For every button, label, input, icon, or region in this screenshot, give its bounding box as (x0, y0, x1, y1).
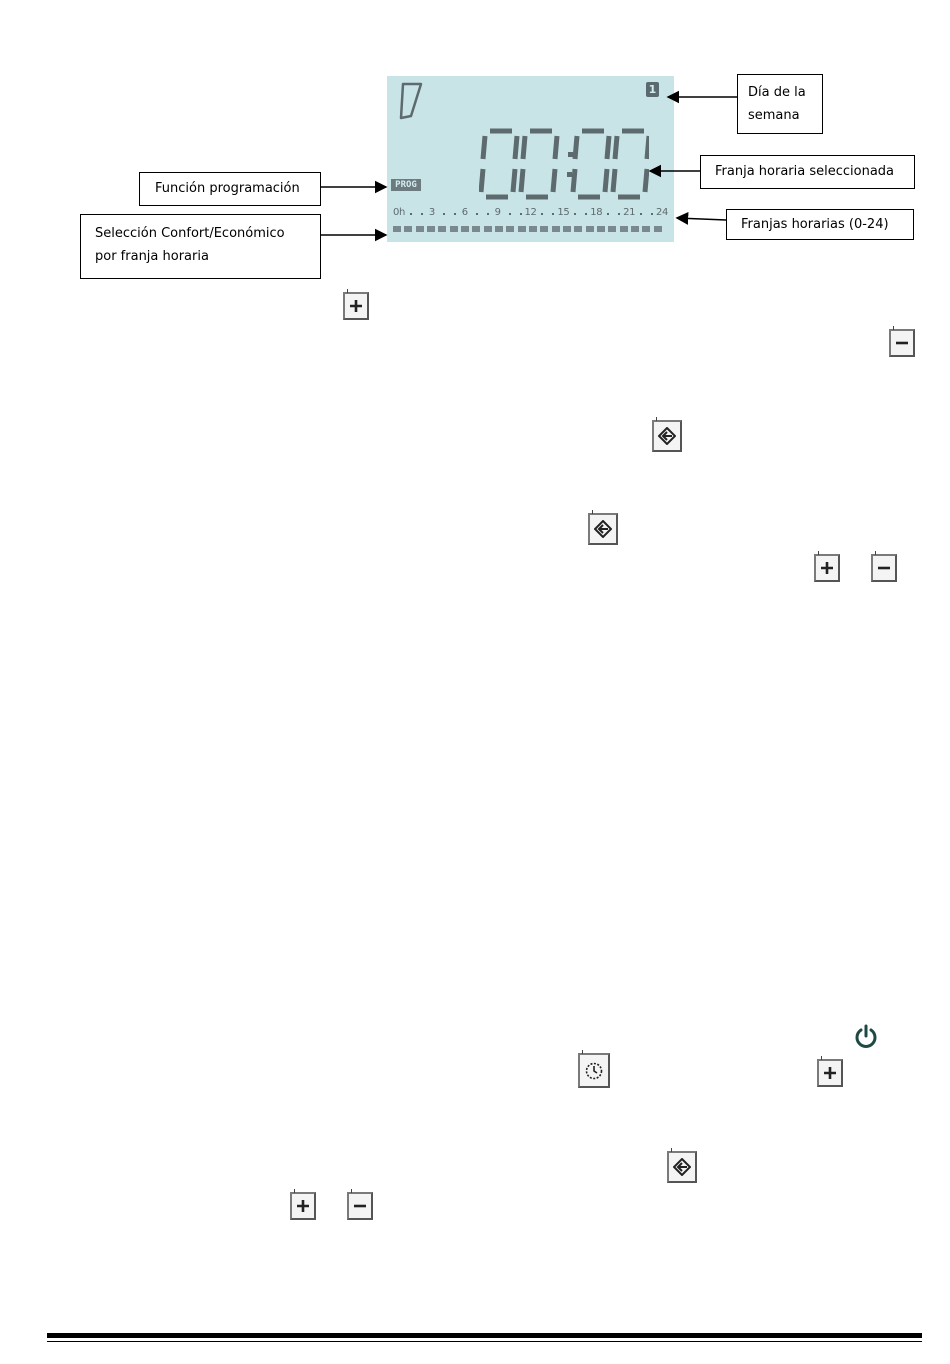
arrow-time-slots (677, 218, 726, 220)
time-digit-segment (483, 136, 485, 159)
time-digits (479, 128, 649, 200)
time-digit-segment (573, 169, 575, 192)
hour-scale-dot (520, 213, 522, 215)
plus-button-icon (343, 292, 369, 320)
time-digit-segment (645, 169, 647, 192)
time-slot-bar (427, 226, 435, 232)
time-colon-dot (568, 152, 573, 157)
time-slot-bar (472, 226, 480, 232)
hour-scale-dot (487, 213, 489, 215)
time-digit-segment (615, 136, 617, 159)
time-slot-bar (586, 226, 594, 232)
hour-scale-label: 12 (524, 207, 537, 218)
prog-indicator: PROG (391, 179, 421, 191)
time-slot-bar (597, 226, 605, 232)
callout-selected-slot: Franja horaria seleccionada (700, 155, 915, 189)
mode-button-icon (667, 1151, 697, 1183)
time-digit-segment (523, 136, 525, 159)
time-slot-bar (518, 226, 526, 232)
time-slot-bar (506, 226, 514, 232)
comfort-drop-icon (401, 84, 421, 118)
time-digit-segment (605, 169, 607, 192)
time-slot-bar (654, 226, 662, 232)
hour-scale-dot (509, 213, 511, 215)
hour-scale-dot (574, 213, 576, 215)
time-digit-segment (515, 136, 517, 159)
minus-button-icon (347, 1192, 373, 1220)
callout-day-of-week: Día de la semana (737, 74, 823, 134)
mode-button-icon (652, 420, 682, 452)
time-slot-bar (495, 226, 503, 232)
time-slot-bar (552, 226, 560, 232)
minus-button-icon (889, 329, 915, 357)
time-slot-bar (393, 226, 401, 232)
time-slot-bar (450, 226, 458, 232)
time-slot-bar (461, 226, 469, 232)
time-slot-bar (642, 226, 650, 232)
time-slot-bar (631, 226, 639, 232)
time-digit-segment (481, 169, 483, 192)
footer-rule-thin (47, 1341, 922, 1342)
mode-button-icon (588, 513, 618, 545)
hour-scale-dot (454, 213, 456, 215)
time-slot-bar (404, 226, 412, 232)
time-slot-bar (484, 226, 492, 232)
time-digit-segment (647, 136, 649, 159)
hour-scale-dot (640, 213, 642, 215)
time-slot-bar (620, 226, 628, 232)
hour-scale-label: 0h (392, 207, 406, 218)
time-slot-bar (540, 226, 548, 232)
time-digit-segment (607, 136, 609, 159)
hour-scale-dot (618, 213, 620, 215)
plus-button-icon (290, 1192, 316, 1220)
time-slot-bar (529, 226, 537, 232)
hour-scale-label: 24 (655, 207, 669, 218)
plus-button-icon (817, 1059, 843, 1087)
hour-scale-label: 15 (557, 207, 570, 218)
footer-rule-thick (47, 1333, 922, 1338)
hour-scale-dot (443, 213, 445, 215)
hour-scale-dot (607, 213, 609, 215)
hour-scale-label: 18 (590, 207, 603, 218)
callout-comfort-selection: Selección Confort/Económico por franja horaria (80, 214, 321, 279)
time-digit-segment (613, 169, 615, 192)
hour-scale-label: 3 (428, 207, 435, 218)
power-icon (853, 1024, 879, 1050)
time-digit-segment (521, 169, 523, 192)
hour-scale-dot (476, 213, 478, 215)
time-slot-bar (416, 226, 424, 232)
time-digit-segment (553, 169, 555, 192)
time-colon-dot (567, 172, 572, 177)
time-slot-bar (563, 226, 571, 232)
hour-scale-dot (541, 213, 543, 215)
hour-scale-dot (421, 213, 423, 215)
hour-scale-dot (585, 213, 587, 215)
day-of-week-indicator: 1 (646, 82, 659, 97)
time-slot-bar (438, 226, 446, 232)
time-digit-segment (575, 136, 577, 159)
time-slot-bar (608, 226, 616, 232)
hour-scale-dot (410, 213, 412, 215)
callout-time-slots: Franjas horarias (0-24) (726, 209, 914, 240)
time-slot-bar (574, 226, 582, 232)
hour-scale-dot (552, 213, 554, 215)
hour-scale-label: 6 (461, 207, 468, 218)
plus-button-icon (814, 554, 840, 582)
minus-button-icon (871, 554, 897, 582)
time-digit-segment (513, 169, 515, 192)
time-digit-segment (555, 136, 557, 159)
callout-function-programming: Función programación (139, 172, 321, 206)
hour-scale-dot (651, 213, 653, 215)
clock-button-icon (578, 1053, 610, 1088)
hour-scale-label: 9 (494, 207, 501, 218)
hour-scale-label: 21 (623, 207, 636, 218)
lcd-display (387, 76, 674, 242)
